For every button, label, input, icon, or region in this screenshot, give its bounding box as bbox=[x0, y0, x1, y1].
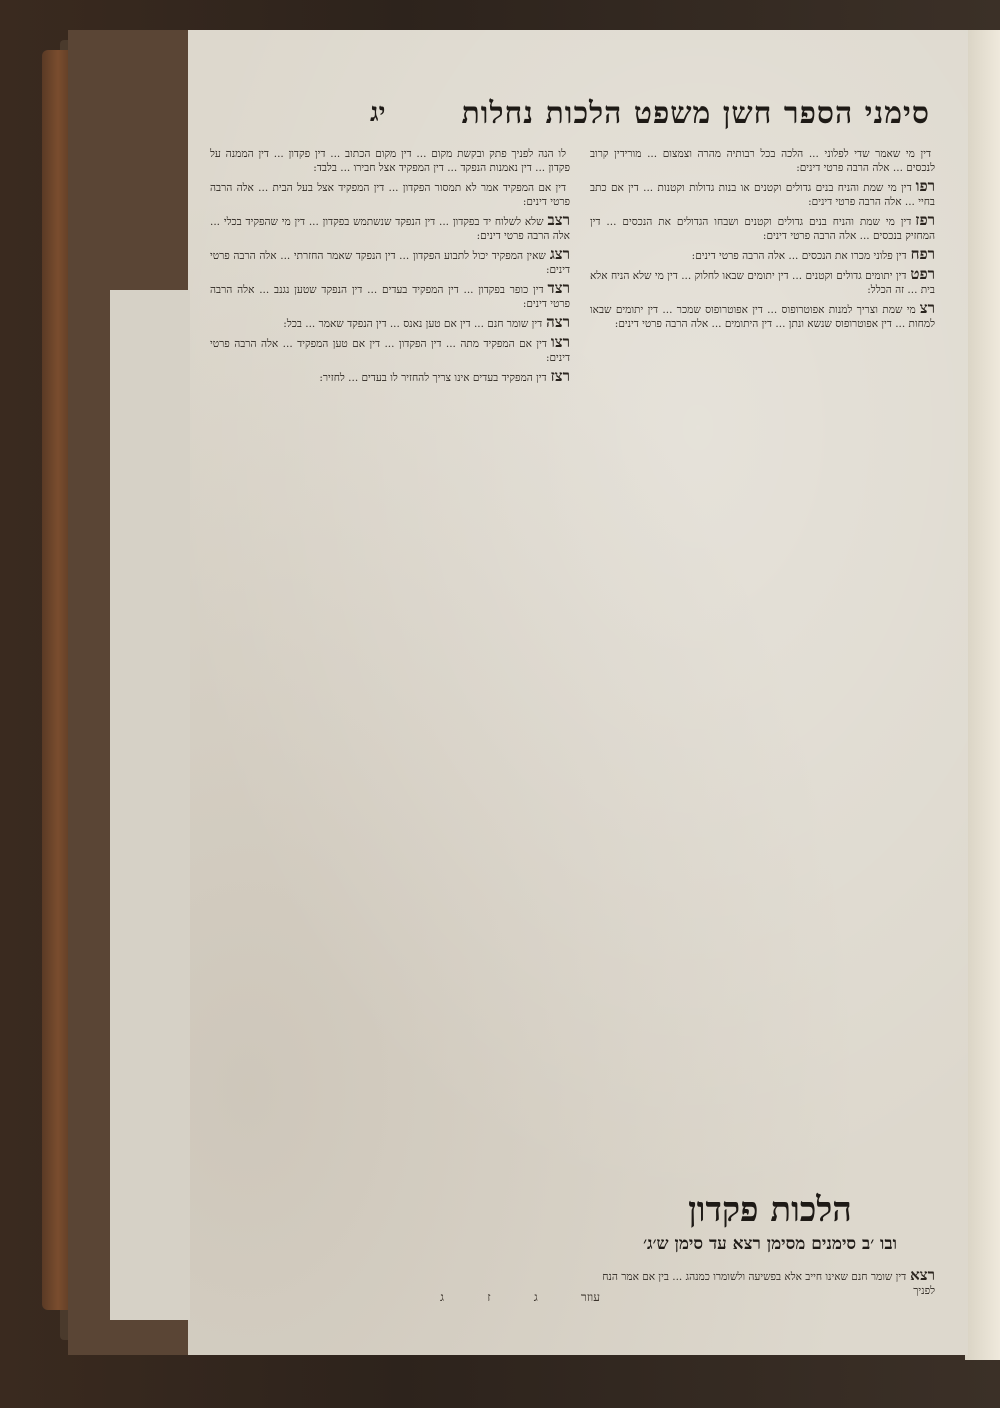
facing-page-edge bbox=[965, 30, 1000, 1360]
left-column bbox=[210, 145, 570, 1255]
entry-number: רצה bbox=[546, 313, 570, 331]
catchword: עוזר bbox=[580, 1290, 600, 1304]
entry-text: דין שומר חנם ... דין אם טען נאנס ... דין הנפקד שאמר ... בכל: bbox=[283, 318, 543, 330]
entry-text: דין המפקיד בעדים אינו צריך להחזיר לו בעדים ... לחזיר: bbox=[319, 372, 547, 384]
entry bbox=[210, 179, 570, 209]
entry-text: לו הנה לפניך פתק ובקשת מקום ... דין מקום הכתוב ... דין פקדון ... דין הממנה על פקדון ... דין נאמנות הנפקד ... דין המפקיד אצל חבירו ... בלבד: bbox=[210, 148, 570, 174]
entry bbox=[590, 179, 935, 209]
section-heading bbox=[610, 1190, 930, 1254]
entry-number: רצד bbox=[547, 279, 570, 297]
entry-text: דין אם המפקיד מתה ... דין הפקדון ... דין אם טען המפקיד ... אלה הרבה פרטי דינים: bbox=[210, 338, 570, 364]
section-first-entry bbox=[600, 1268, 935, 1298]
page-number: יג bbox=[370, 98, 386, 128]
entry-number: רפט bbox=[910, 265, 935, 283]
entry bbox=[210, 281, 570, 311]
entry-text: דין אם המפקיד אמר לא תמסור הפקדון ... דין המפקיד אצל בעל הבית ... אלה הרבה פרטי דינים: bbox=[210, 182, 570, 208]
entry-text: דין מי שמת והניח בנים גדולים וקטנים ושבחו הגדולים את הנכסים ... דין המחזיק בנכסים ... אלה הרבה פרטי דינים: bbox=[590, 216, 935, 242]
entry bbox=[590, 301, 935, 331]
entry-text: דין שומר חנם שאינו חייב אלא בפשיעה ולשומרו כמנהג ... בין אם אמר הנח לפניך bbox=[602, 1271, 935, 1297]
entry-text: שלא לשלוח יד בפקדון ... דין הנפקד שנשתמש בפקדון ... דין מי שהפקיד בכלי ... אלה הרבה פרטי דינים: bbox=[210, 216, 570, 242]
entry bbox=[210, 335, 570, 365]
signature-mark: ג bbox=[533, 1290, 538, 1304]
entry-text: שאין המפקיד יכול לתבוע הפקדון ... דין הנפקד שאמר החזרתי ... אלה הרבה פרטי דינים: bbox=[210, 250, 570, 276]
entry-number: רצז bbox=[550, 367, 570, 385]
signature-mark: ז bbox=[487, 1290, 491, 1304]
entry-number: רצ bbox=[919, 299, 935, 317]
entry-text: מי שמת וצריך למנות אפוטרופוס ... דין אפוטרופוס שמכר ... דין יתומים שבאו למחות ... דין אפוטרופוס שנשא ונתן ... דין היתומים ... אלה הרבה פרטי דינים: bbox=[590, 304, 935, 330]
entry bbox=[210, 213, 570, 243]
right-column bbox=[590, 145, 935, 1005]
entry bbox=[590, 267, 935, 297]
entry-text: דין פלוני מכרו את הנכסים ... אלה הרבה פרטי דינים: bbox=[691, 250, 907, 262]
entry bbox=[210, 145, 570, 175]
entry-number: רצא bbox=[910, 1266, 935, 1284]
entry-number: רצג bbox=[549, 245, 570, 263]
entry-text: דין מי שמת והניח בנים גדולים וקטנים או בנות גדולות וקטנות ... דין אם כתב בחיי ... אלה הרבה פרטי דינים: bbox=[590, 182, 935, 208]
entry-number: רפו bbox=[915, 177, 935, 195]
entry bbox=[590, 247, 935, 263]
section-title: הלכות פקדון bbox=[688, 1190, 852, 1230]
entry-text: דין כופר בפקדון ... דין המפקיד בעדים ... דין הנפקד שטען נגנב ... אלה הרבה פרטי דינים: bbox=[210, 284, 570, 310]
entry-number: רפח bbox=[910, 245, 935, 263]
page-fragment bbox=[110, 290, 190, 1320]
entry-number: רפז bbox=[915, 211, 935, 229]
entry-text: דין יתומים גדולים וקטנים ... דין יתומים שבאו לחלוק ... דין מי שלא הניח אלא בית ... זה הכלל: bbox=[590, 270, 935, 296]
catchword-line bbox=[440, 1290, 600, 1305]
entry bbox=[210, 315, 570, 331]
entry-number: רצו bbox=[550, 333, 570, 351]
entry bbox=[210, 247, 570, 277]
entry bbox=[590, 213, 935, 243]
entry-text: דין מי שאמר שדי לפלוני ... הלכה בכל רבותיה מהרה וצמצום ... מורידין קרוב לנכסים ... אלה הרבה פרטי דינים: bbox=[590, 148, 935, 174]
entry bbox=[590, 145, 935, 175]
section-subtitle: ובו ׳ב סימנים מסימן רצא עד סימן ש׳ג׳ bbox=[643, 1234, 897, 1254]
running-header bbox=[370, 88, 930, 138]
signature-mark: ג bbox=[440, 1290, 444, 1304]
header-title: סימני הספר חשן משפט הלכות נחלות bbox=[461, 95, 930, 131]
entry-number: רצב bbox=[547, 211, 570, 229]
entry bbox=[210, 369, 570, 385]
